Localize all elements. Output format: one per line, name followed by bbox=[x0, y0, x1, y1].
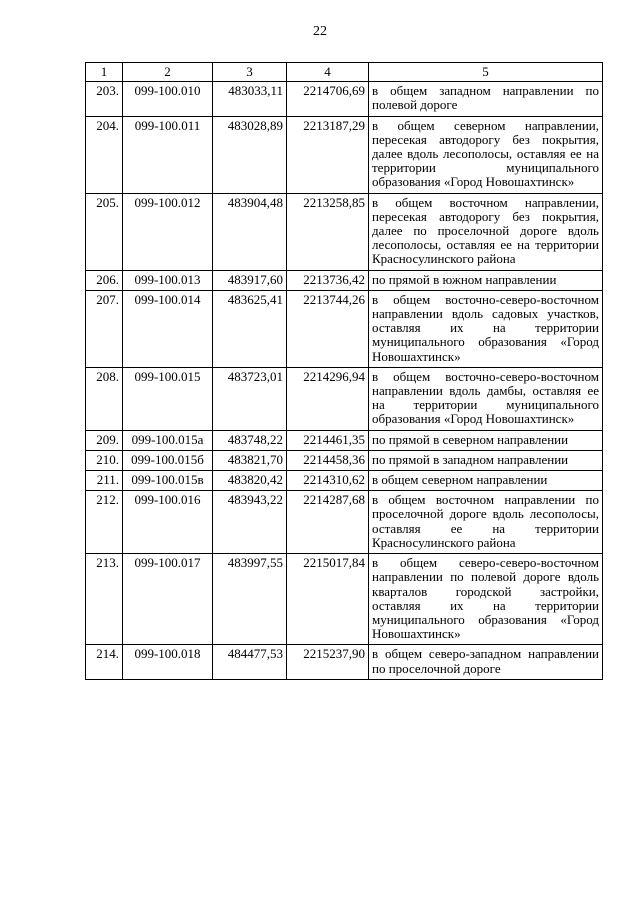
point-code: 099-100.013 bbox=[123, 270, 213, 290]
boundary-description: в общем северном направлении, пересекая автодорогу без покрытия, далее вдоль лесополосы, оставляя ее на территории муниципального образования «Город Новошахтинск» bbox=[369, 116, 603, 193]
table-row bbox=[86, 491, 603, 554]
coordinate-x: 483943,22 bbox=[213, 491, 287, 554]
row-number: 212. bbox=[86, 491, 123, 554]
column-header-y: 4 bbox=[287, 63, 369, 82]
boundary-description: в общем восточно-северо-восточном направлении вдоль дамбы, оставляя ее на территории муниципального образования «Город Новошахтинск» bbox=[369, 367, 603, 430]
coordinate-x: 483917,60 bbox=[213, 270, 287, 290]
table-row bbox=[86, 270, 603, 290]
point-code: 099-100.015 bbox=[123, 367, 213, 430]
table-row bbox=[86, 645, 603, 679]
row-number: 203. bbox=[86, 82, 123, 116]
table-row bbox=[86, 367, 603, 430]
coordinate-x: 483625,41 bbox=[213, 290, 287, 367]
coordinate-x: 483904,48 bbox=[213, 193, 287, 270]
table-row bbox=[86, 193, 603, 270]
row-number: 205. bbox=[86, 193, 123, 270]
coordinate-y: 2213736,42 bbox=[287, 270, 369, 290]
coordinate-y: 2213187,29 bbox=[287, 116, 369, 193]
coordinate-x: 483033,11 bbox=[213, 82, 287, 116]
table-row bbox=[86, 82, 603, 116]
coordinate-x: 483821,70 bbox=[213, 450, 287, 470]
point-code: 099-100.018 bbox=[123, 645, 213, 679]
boundary-description: в общем восточном направлении по проселочной дороге вдоль лесополосы, оставляя ее на территории Красносулинского района bbox=[369, 491, 603, 554]
boundary-points-table bbox=[85, 62, 603, 680]
coordinate-x: 483723,01 bbox=[213, 367, 287, 430]
coordinate-y: 2213258,85 bbox=[287, 193, 369, 270]
table-row bbox=[86, 450, 603, 470]
point-code: 099-100.014 bbox=[123, 290, 213, 367]
coordinate-y: 2214461,35 bbox=[287, 430, 369, 450]
row-number: 208. bbox=[86, 367, 123, 430]
row-number: 204. bbox=[86, 116, 123, 193]
point-code: 099-100.012 bbox=[123, 193, 213, 270]
boundary-description: по прямой в южном направлении bbox=[369, 270, 603, 290]
table-row bbox=[86, 554, 603, 645]
page-number: 22 bbox=[313, 24, 327, 39]
point-code: 099-100.015а bbox=[123, 430, 213, 450]
coordinate-y: 2215017,84 bbox=[287, 554, 369, 645]
boundary-description: в общем северном направлении bbox=[369, 471, 603, 491]
coordinate-x: 483820,42 bbox=[213, 471, 287, 491]
boundary-description: в общем северо-западном направлении по проселочной дороге bbox=[369, 645, 603, 679]
point-code: 099-100.015в bbox=[123, 471, 213, 491]
coordinate-y: 2214706,69 bbox=[287, 82, 369, 116]
row-number: 207. bbox=[86, 290, 123, 367]
column-header-description: 5 bbox=[369, 63, 603, 82]
boundary-description: в общем западном направлении по полевой дороге bbox=[369, 82, 603, 116]
coordinate-x: 483028,89 bbox=[213, 116, 287, 193]
column-header-code: 2 bbox=[123, 63, 213, 82]
boundary-description: в общем восточно-северо-восточном направлении вдоль садовых участков, оставляя их на территории муниципального образования «Город Новошахтинск» bbox=[369, 290, 603, 367]
point-code: 099-100.016 bbox=[123, 491, 213, 554]
coordinate-x: 483997,55 bbox=[213, 554, 287, 645]
point-code: 099-100.015б bbox=[123, 450, 213, 470]
row-number: 209. bbox=[86, 430, 123, 450]
coordinate-y: 2213744,26 bbox=[287, 290, 369, 367]
coordinate-x: 483748,22 bbox=[213, 430, 287, 450]
table-row bbox=[86, 290, 603, 367]
table-row bbox=[86, 430, 603, 450]
boundary-description: по прямой в западном направлении bbox=[369, 450, 603, 470]
column-header-x: 3 bbox=[213, 63, 287, 82]
table-header-row bbox=[86, 63, 603, 82]
boundary-description: по прямой в северном направлении bbox=[369, 430, 603, 450]
row-number: 210. bbox=[86, 450, 123, 470]
row-number: 211. bbox=[86, 471, 123, 491]
table-row bbox=[86, 471, 603, 491]
row-number: 213. bbox=[86, 554, 123, 645]
table-row bbox=[86, 116, 603, 193]
row-number: 206. bbox=[86, 270, 123, 290]
column-header-number: 1 bbox=[86, 63, 123, 82]
point-code: 099-100.010 bbox=[123, 82, 213, 116]
boundary-description: в общем восточном направлении, пересекая автодорогу без покрытия, далее по проселочной дороге вдоль лесополосы, оставляя ее на территории Красносулинского района bbox=[369, 193, 603, 270]
coordinate-y: 2215237,90 bbox=[287, 645, 369, 679]
coordinate-x: 484477,53 bbox=[213, 645, 287, 679]
row-number: 214. bbox=[86, 645, 123, 679]
boundary-description: в общем северо-северо-восточном направлении по полевой дороге вдоль кварталов городской застройки, оставляя их на территории муниципального образования «Город Новошахтинск» bbox=[369, 554, 603, 645]
point-code: 099-100.011 bbox=[123, 116, 213, 193]
coordinate-y: 2214296,94 bbox=[287, 367, 369, 430]
coordinate-y: 2214458,36 bbox=[287, 450, 369, 470]
coordinate-y: 2214310,62 bbox=[287, 471, 369, 491]
point-code: 099-100.017 bbox=[123, 554, 213, 645]
coordinate-y: 2214287,68 bbox=[287, 491, 369, 554]
